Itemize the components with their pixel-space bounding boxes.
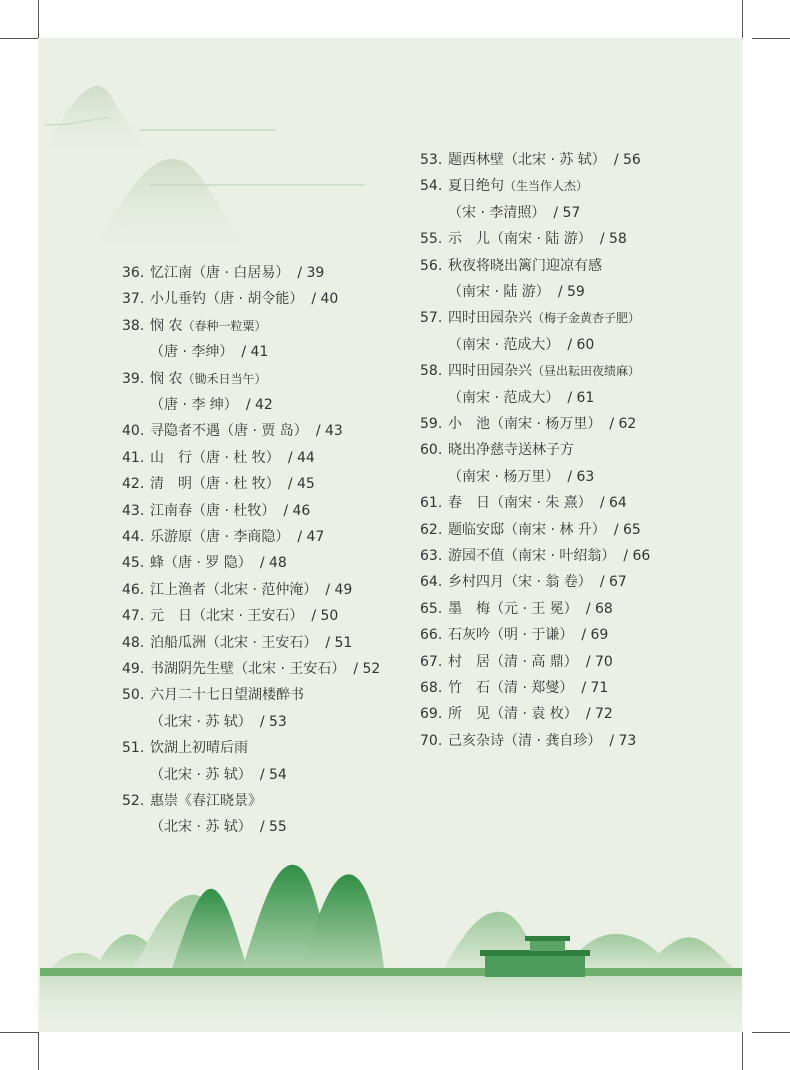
entry-author: （北宋 · 苏 轼） xyxy=(504,152,606,168)
entry-title: 春 日 xyxy=(448,495,490,512)
toc-entry-continuation xyxy=(420,335,594,355)
entry-author: （唐 · 罗 隐） xyxy=(164,555,252,572)
entry-page: / 66 xyxy=(623,548,651,564)
entry-title: 泊船瓜洲 xyxy=(150,634,206,651)
entry-page: / 69 xyxy=(581,627,609,644)
entry-author: （清 · 高 鼎） xyxy=(490,653,578,670)
entry-author: （唐 · 李绅） xyxy=(150,344,234,361)
entry-title: 山 行 xyxy=(150,449,192,466)
toc-entry xyxy=(420,546,650,566)
entry-title: 晓出净慈寺送林子方 xyxy=(448,442,574,459)
entry-number: 54. xyxy=(420,178,443,195)
entry-author: （南宋 · 杨万里） xyxy=(448,468,560,485)
entry-author: （唐 · 贾 岛） xyxy=(220,423,308,440)
entry-title: 秋夜将晓出篱门迎凉有感 xyxy=(448,257,602,274)
entry-title: 六月二十七日望湖楼醉书 xyxy=(150,687,304,704)
entry-number: 46. xyxy=(122,581,145,598)
entry-page: / 70 xyxy=(585,653,613,670)
entry-number: 47. xyxy=(122,608,145,625)
entry-page: / 50 xyxy=(311,608,339,625)
entry-subtitle: （春种一粒粟） xyxy=(182,318,267,333)
entry-number: 52. xyxy=(122,793,145,809)
entry-author: （北宋 · 王安石） xyxy=(206,634,318,651)
entry-number: 60. xyxy=(420,442,443,459)
entry-page: / 59 xyxy=(557,284,585,300)
entry-author: （北宋 · 王安石） xyxy=(192,608,304,625)
entry-page: / 52 xyxy=(353,661,381,677)
toc-entry xyxy=(420,229,627,249)
toc-entry xyxy=(122,289,338,309)
entry-subtitle: （生当作人杰） xyxy=(504,179,589,194)
toc-entry xyxy=(420,520,641,540)
entry-author: （南宋 · 林 升） xyxy=(504,521,606,538)
entry-number: 68. xyxy=(420,680,443,696)
toc-entry xyxy=(122,791,262,811)
entry-title: 清 明 xyxy=(150,476,192,493)
toc-entry xyxy=(420,256,602,276)
toc-entry-continuation xyxy=(122,765,287,785)
toc-entry xyxy=(420,493,627,513)
toc-entry xyxy=(122,738,248,758)
toc-entry-continuation xyxy=(420,203,580,223)
entry-page: / 54 xyxy=(259,766,287,783)
entry-author: （唐 · 杜 牧） xyxy=(192,449,280,466)
entry-author: （南宋 · 陆 游） xyxy=(490,231,592,248)
entry-author: （清 · 龚自珍） xyxy=(504,732,602,749)
entry-number: 65. xyxy=(420,600,443,617)
entry-title: 元 日 xyxy=(150,608,192,625)
entry-number: 40. xyxy=(122,423,145,440)
entry-page: / 58 xyxy=(599,231,627,248)
toc-entry xyxy=(122,580,352,600)
entry-title: 小 池 xyxy=(448,416,490,432)
entry-author: （南宋 · 范成大） xyxy=(448,389,560,406)
toc-entry xyxy=(122,659,380,679)
toc-entry xyxy=(122,421,343,441)
toc-entry xyxy=(420,150,641,170)
toc-entry xyxy=(420,176,588,196)
entry-page: / 71 xyxy=(581,680,609,696)
entry-number: 41. xyxy=(122,449,145,466)
entry-title: 悯 农 xyxy=(150,317,183,334)
mist-hills xyxy=(45,86,365,260)
entry-page: / 73 xyxy=(609,732,637,749)
toc-entry xyxy=(122,685,304,705)
entry-title: 乐游原 xyxy=(150,529,192,545)
entry-title: 墨 梅 xyxy=(448,600,490,617)
entry-number: 64. xyxy=(420,574,443,591)
entry-number: 50. xyxy=(122,687,145,704)
entry-title: 夏日绝句 xyxy=(448,178,504,195)
entry-page: / 72 xyxy=(585,706,613,723)
entry-number: 36. xyxy=(122,265,145,281)
entry-title: 忆江南 xyxy=(150,265,192,281)
entry-title: 饮湖上初晴后雨 xyxy=(150,740,248,757)
entry-number: 42. xyxy=(122,476,145,493)
entry-author: （北宋 · 范仲淹） xyxy=(206,581,318,598)
entry-page: / 42 xyxy=(245,397,273,413)
entry-page: / 44 xyxy=(287,449,315,466)
entry-subtitle: （昼出耘田夜绩麻） xyxy=(532,364,641,379)
toc-entry-continuation xyxy=(420,388,594,408)
toc-entry-continuation xyxy=(122,712,287,732)
toc-entry xyxy=(122,606,338,626)
entry-author: （北宋 · 苏 轼） xyxy=(150,766,252,783)
toc-entry xyxy=(420,440,574,460)
entry-page: / 61 xyxy=(567,389,595,406)
toc-entry xyxy=(420,678,608,698)
entry-author: （清 · 袁 枚） xyxy=(490,706,578,723)
entry-author: （南宋 · 范成大） xyxy=(448,336,560,353)
entry-page: / 65 xyxy=(613,521,641,538)
entry-title: 示 儿 xyxy=(448,231,490,248)
entry-author: （北宋 · 苏 轼） xyxy=(150,713,252,730)
entry-title: 江南春 xyxy=(150,502,192,519)
entry-author: （唐 · 杜 牧） xyxy=(192,476,280,493)
entry-number: 57. xyxy=(420,310,443,327)
entry-author: （元 · 王 冕） xyxy=(490,600,578,617)
entry-author: （唐 · 胡令能） xyxy=(206,291,304,308)
entry-author: （北宋 · 苏 轼） xyxy=(150,819,252,836)
entry-page: / 43 xyxy=(315,423,343,440)
entry-title: 悯 农 xyxy=(150,370,183,387)
toc-entry-continuation xyxy=(420,467,594,487)
entry-page: / 63 xyxy=(567,468,595,485)
entry-number: 58. xyxy=(420,363,443,380)
entry-title: 所 见 xyxy=(448,706,490,723)
entry-number: 63. xyxy=(420,548,443,564)
entry-page: / 56 xyxy=(613,152,641,168)
entry-author: （唐 · 李 绅） xyxy=(150,397,238,413)
entry-author: （北宋 · 王安石） xyxy=(234,661,346,677)
toc-entry xyxy=(420,704,613,724)
mountain-range xyxy=(40,865,742,1032)
entry-number: 45. xyxy=(122,555,145,572)
entry-title: 村 居 xyxy=(448,653,490,670)
entry-title: 乡村四月 xyxy=(448,574,504,591)
entry-number: 37. xyxy=(122,291,145,308)
entry-page: / 47 xyxy=(297,529,325,545)
toc-entry-continuation xyxy=(122,395,273,415)
entry-author: （清 · 郑燮） xyxy=(490,680,574,696)
toc-entry-continuation xyxy=(122,817,287,837)
toc-entry xyxy=(420,731,636,751)
entry-number: 55. xyxy=(420,231,443,248)
entry-author: （南宋 · 叶绍翁） xyxy=(504,548,616,564)
entry-page: / 41 xyxy=(241,344,269,361)
toc-entry xyxy=(122,527,324,547)
entry-number: 48. xyxy=(122,634,145,651)
entry-number: 53. xyxy=(420,152,443,168)
entry-author: （唐 · 白居易） xyxy=(192,265,290,281)
entry-author: （南宋 · 杨万里） xyxy=(490,416,602,432)
entry-page: / 40 xyxy=(311,291,339,308)
toc-entry xyxy=(420,361,640,381)
entry-number: 59. xyxy=(420,416,443,432)
entry-page: / 60 xyxy=(567,336,595,353)
entry-number: 44. xyxy=(122,529,145,545)
entry-title: 江上渔者 xyxy=(150,581,206,598)
entry-author: （南宋 · 陆 游） xyxy=(448,284,550,300)
entry-subtitle: （梅子金黄杏子肥） xyxy=(532,311,641,326)
toc-entry xyxy=(122,633,352,653)
entry-title: 惠崇《春江晓景》 xyxy=(150,793,262,809)
toc-entry xyxy=(122,369,266,389)
entry-page: / 45 xyxy=(287,476,315,493)
entry-number: 56. xyxy=(420,257,443,274)
entry-number: 70. xyxy=(420,732,443,749)
entry-number: 67. xyxy=(420,653,443,670)
entry-number: 61. xyxy=(420,495,443,512)
entry-number: 69. xyxy=(420,706,443,723)
toc-entry xyxy=(420,625,608,645)
entry-page: / 48 xyxy=(259,555,287,572)
entry-title: 石灰吟 xyxy=(448,627,490,644)
entry-title: 四时田园杂兴 xyxy=(448,310,532,327)
entry-title: 己亥杂诗 xyxy=(448,732,504,749)
entry-number: 49. xyxy=(122,661,145,677)
entry-title: 题临安邸 xyxy=(448,521,504,538)
entry-page: / 55 xyxy=(259,819,287,836)
toc-entry xyxy=(420,414,636,434)
toc-entry xyxy=(420,599,613,619)
entry-author: （南宋 · 朱 熹） xyxy=(490,495,592,512)
entry-author: （明 · 于谦） xyxy=(490,627,574,644)
toc-entry xyxy=(420,308,640,328)
entry-title: 小儿垂钓 xyxy=(150,291,206,308)
entry-page: / 46 xyxy=(283,502,311,519)
entry-page: / 51 xyxy=(325,634,353,651)
entry-page: / 39 xyxy=(297,265,325,281)
toc-entry xyxy=(122,553,287,573)
entry-subtitle: （锄禾日当午） xyxy=(182,371,267,386)
entry-number: 38. xyxy=(122,317,145,334)
entry-page: / 62 xyxy=(609,416,637,432)
toc-entry-continuation xyxy=(122,342,268,362)
entry-page: / 53 xyxy=(259,713,287,730)
entry-number: 39. xyxy=(122,370,145,387)
entry-author: （宋 · 李清照） xyxy=(448,204,546,221)
entry-author: （唐 · 李商隐） xyxy=(192,529,290,545)
entry-page: / 68 xyxy=(585,600,613,617)
entry-title: 蜂 xyxy=(150,555,164,572)
entry-title: 四时田园杂兴 xyxy=(448,363,532,380)
entry-author: （唐 · 杜牧） xyxy=(192,502,276,519)
entry-author: （宋 · 翁 卷） xyxy=(504,574,592,591)
entry-number: 66. xyxy=(420,627,443,644)
entry-number: 62. xyxy=(420,521,443,538)
toc-entry xyxy=(420,652,613,672)
toc-entry xyxy=(122,501,310,521)
entry-number: 51. xyxy=(122,740,145,757)
toc-entry xyxy=(122,316,266,336)
entry-page: / 57 xyxy=(553,204,581,221)
toc-entry-continuation xyxy=(420,282,585,302)
entry-number: 43. xyxy=(122,502,145,519)
entry-page: / 64 xyxy=(599,495,627,512)
toc-entry xyxy=(122,448,315,468)
toc-entry xyxy=(420,572,627,592)
entry-title: 书湖阴先生壁 xyxy=(150,661,234,677)
entry-title: 游园不值 xyxy=(448,548,504,564)
entry-page: / 49 xyxy=(325,581,353,598)
toc-entry xyxy=(122,474,315,494)
entry-page: / 67 xyxy=(599,574,627,591)
toc-entry xyxy=(122,263,324,283)
entry-title: 竹 石 xyxy=(448,680,490,696)
entry-title: 题西林壁 xyxy=(448,152,504,168)
entry-title: 寻隐者不遇 xyxy=(150,423,220,440)
